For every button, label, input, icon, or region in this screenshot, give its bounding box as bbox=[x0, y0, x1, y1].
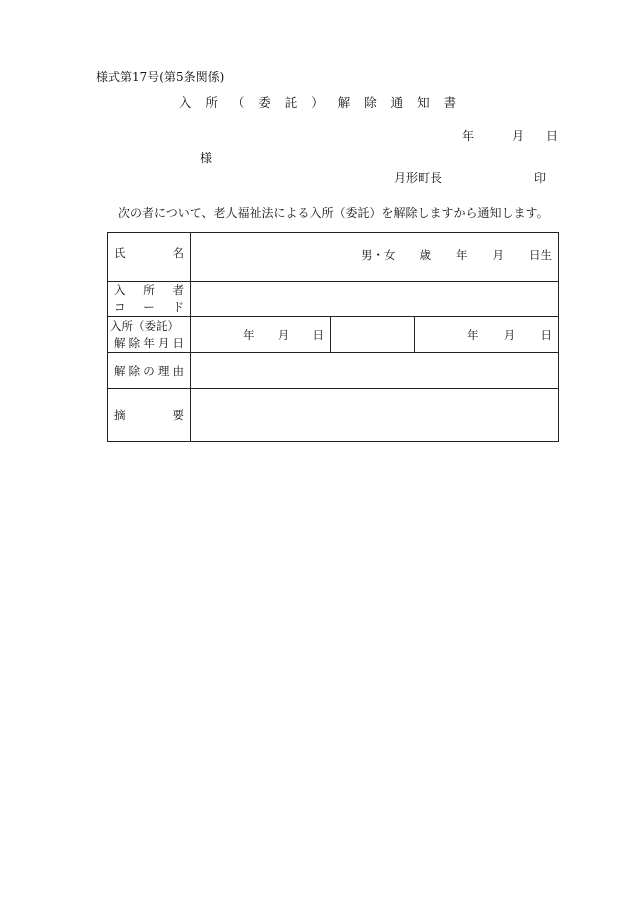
remarks-label-char: 摘 bbox=[114, 408, 126, 422]
issuer-name: 月形町長 bbox=[394, 171, 443, 185]
name-label-cell bbox=[108, 233, 191, 282]
name-value-cell[interactable] bbox=[191, 233, 559, 282]
reason-label-char: の bbox=[143, 363, 155, 378]
release-date-label-cell bbox=[108, 317, 191, 353]
remarks-label-char: 要 bbox=[172, 408, 184, 422]
admission-day: 日 bbox=[540, 327, 552, 342]
reason-row bbox=[108, 353, 559, 389]
remarks-row bbox=[108, 389, 559, 442]
admission-month: 月 bbox=[503, 327, 516, 342]
reason-label-char: 解 bbox=[114, 363, 126, 378]
issue-date-year: 年 bbox=[462, 129, 475, 143]
remarks-value-cell[interactable] bbox=[191, 389, 559, 442]
admission-year: 年 bbox=[467, 327, 479, 342]
notice-table bbox=[107, 232, 559, 442]
release-month: 月 bbox=[277, 327, 290, 342]
code-label-char: ー bbox=[143, 300, 155, 314]
reason-value-cell[interactable] bbox=[191, 353, 559, 389]
reason-label-cell bbox=[108, 353, 191, 389]
reason-label-char: 理 bbox=[157, 363, 170, 378]
dates-row bbox=[108, 317, 559, 353]
issue-date-day: 日 bbox=[546, 129, 559, 143]
reason-label-char: 除 bbox=[128, 363, 141, 378]
age-field: 歳 bbox=[419, 248, 431, 262]
release-date-label-line1: 入所（委託） bbox=[110, 318, 179, 333]
release-label-char: 日 bbox=[172, 335, 184, 350]
birth-month: 月 bbox=[492, 248, 504, 262]
form-number: 様式第17号(第5条関係) bbox=[96, 70, 225, 84]
birth-year: 年 bbox=[456, 248, 468, 262]
seal-mark: 印 bbox=[534, 171, 547, 185]
release-year: 年 bbox=[243, 327, 255, 342]
name-row bbox=[108, 233, 559, 282]
reason-label-char: 由 bbox=[172, 363, 184, 378]
resident-code-row bbox=[108, 282, 559, 317]
resident-code-label-cell bbox=[108, 282, 191, 317]
release-label-char: 解 bbox=[114, 335, 126, 350]
issue-date bbox=[462, 127, 558, 144]
code-label-char: ド bbox=[172, 300, 184, 314]
code-label-char: 者 bbox=[172, 283, 184, 297]
release-label-char: 除 bbox=[128, 335, 141, 350]
name-label-char: 氏 bbox=[114, 246, 126, 260]
release-date-value-cell[interactable] bbox=[191, 317, 331, 353]
notice-body-text: 次の者について、老人福祉法による入所（委託）を解除しますから通知します。 bbox=[118, 206, 549, 220]
release-label-char: 年 bbox=[143, 335, 155, 350]
admission-date-label-cell bbox=[331, 317, 415, 353]
issue-date-month: 月 bbox=[512, 129, 525, 143]
birth-day: 日生 bbox=[529, 248, 552, 262]
release-day: 日 bbox=[312, 327, 324, 342]
resident-code-value-cell[interactable] bbox=[191, 282, 559, 317]
document-title: 入 所 （ 委 託 ） 解 除 通 知 書 bbox=[178, 95, 462, 110]
release-label-char: 月 bbox=[157, 335, 170, 350]
remarks-label-cell bbox=[108, 389, 191, 442]
sex-field: 男・女 bbox=[361, 248, 396, 262]
code-label-char: コ bbox=[114, 300, 126, 314]
admission-date-value-cell[interactable] bbox=[415, 317, 559, 353]
code-label-char: 所 bbox=[143, 283, 155, 297]
code-label-char: 入 bbox=[114, 283, 126, 297]
name-label-char: 名 bbox=[172, 246, 184, 260]
addressee-suffix: 様 bbox=[200, 151, 213, 165]
